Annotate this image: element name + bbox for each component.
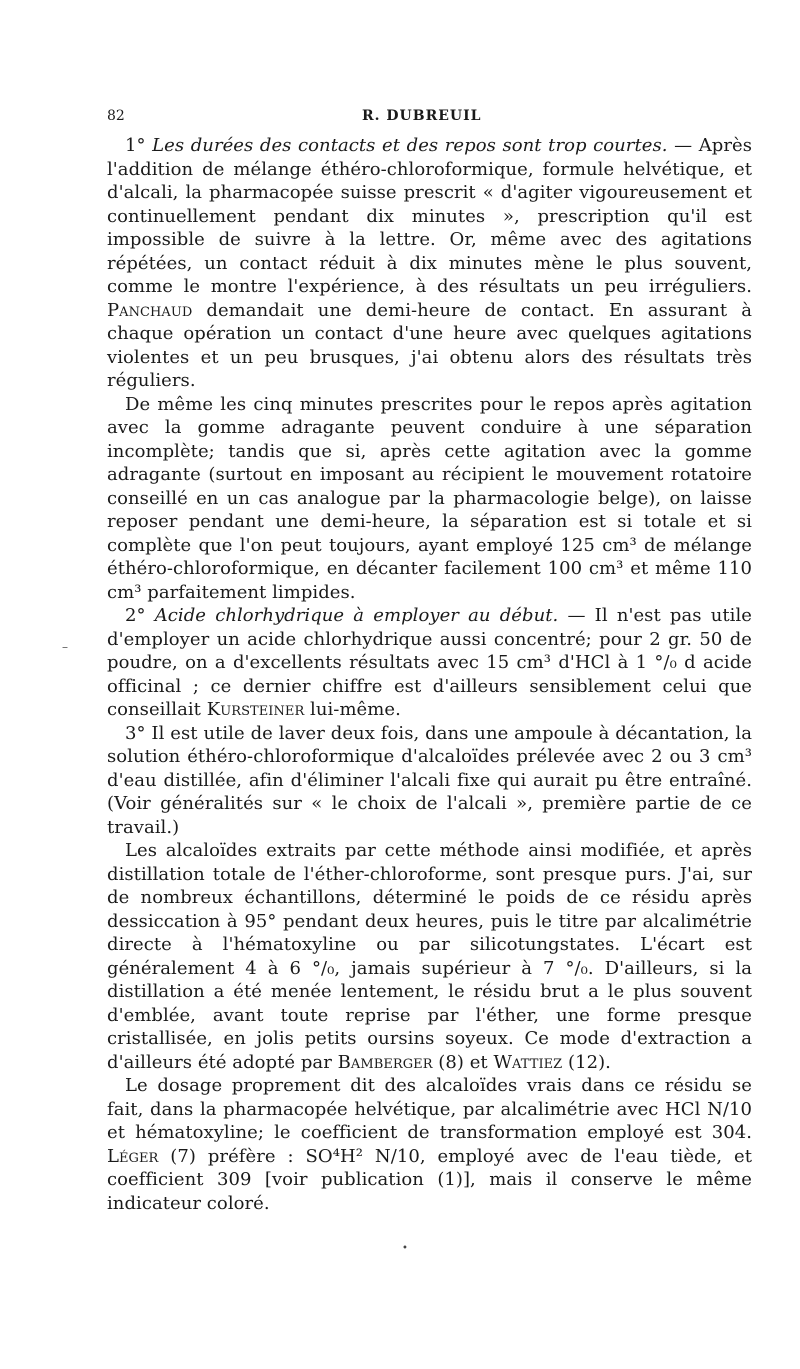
body-text bbox=[107, 134, 752, 1215]
paragraph-5: Les alcaloïdes extraits par cette méthode ainsi modifiée, et après distillation totale de l'éther-chloroforme, sont presque purs. J'ai, sur de nombreux échantillons, déterminé le poids de ce résidu après dessiccation à 95° pendant deux heures, puis le titre par alcalimétrie directe à l'hématoxyline ou par silicotungstates. L'écart est généralement 4 à 6 °/₀, jamais supérieur à 7 °/₀. D'ailleurs, si la distillation a été menée lentement, le résidu brut a le plus souvent d'emblée, avant toute reprise par l'éther, une forme presque cristallisée, en jolis petits oursins soyeux. Ce mode d'extraction a d'ailleurs été adopté par Bamberger (8) et Wattiez (12). bbox=[107, 840, 752, 1073]
author-name: Wattiez bbox=[493, 1051, 563, 1073]
item-number: 1° bbox=[125, 135, 146, 156]
paragraph-2: De même les cinq minutes prescrites pour le repos après agitation avec la gomme adragante peuvent conduire à une séparation incomplète; tandis que si, après cette agitation avec la gomme adragante (surtout en imposant au récipient le mouvement rotatoire conseillé en un cas analogue par la pharmacologie belge), on laisse reposer pendant une demi-heure, la séparation est si totale et si complète que l'on peut toujours, ayant employé 125 cm³ de mélange éthéro-chloroformique, en décanter facilement 100 cm³ et même 110 cm³ parfaitement limpides. bbox=[107, 393, 752, 603]
section-heading: Les durées des contacts et des repos sont trop courtes. bbox=[152, 135, 668, 156]
page-header bbox=[107, 108, 752, 134]
author-name: Kursteiner bbox=[206, 699, 305, 720]
item-number: 2° bbox=[125, 605, 146, 626]
page-number: 82 bbox=[107, 108, 125, 124]
author-name: Panchaud bbox=[107, 299, 193, 321]
document-page bbox=[107, 108, 752, 1215]
author-name: Bamberger bbox=[337, 1051, 433, 1073]
paragraph-6: Le dosage proprement dit des alcaloïdes vrais dans ce résidu se fait, dans la pharmacopée helvétique, par alcalimétrie avec HCl N/10 et hématoxyline; le coefficient de transformation employé est 304. Léger (7) préfère : SO⁴H² N/10, employé avec de l'eau tiède, et coefficient 309 [voir publication (1)], mais il conserve le même indicateur coloré. bbox=[107, 1075, 752, 1214]
section-heading: Acide chlorhydrique à employer au début. bbox=[154, 605, 559, 626]
running-head: R. DUBREUIL bbox=[362, 108, 482, 124]
author-name: Léger bbox=[107, 1145, 159, 1167]
paragraph-1: 1° Les durées des contacts et des repos sont trop courtes. — Après l'addition de mélange éthéro-chloroformique, formule helvétique, et d'alcali, la pharmacopée suisse prescrit « d'agiter vigoureusement et continuellement pendant dix minutes », prescription qu'il est impossible de suivre à la lettre. Or, même avec des agitations répétées, un contact réduit à dix minutes mène le plus souvent, comme le montre l'expérience, à des résultats un peu irréguliers. Panchaud demandait une demi-heure de contact. En assurant à chaque opération un contact d'une heure avec quelques agitations violentes et un peu brusques, j'ai obtenu alors des résultats très réguliers. bbox=[107, 135, 753, 391]
margin-dash-mark: – bbox=[62, 640, 68, 654]
paragraph-4: 3° Il est utile de laver deux fois, dans une ampoule à décantation, la solution éthéro-chloroformique d'alcaloïdes prélevée avec 2 ou 3 cm³ d'eau distillée, afin d'éliminer l'alcali fixe qui aurait pu être entraîné. (Voir généralités sur « le choix de l'alcali », première partie de ce travail.) bbox=[107, 722, 752, 838]
paragraph-3: 2° Acide chlorhydrique à employer au début. — Il n'est pas utile d'employer un acide chlorhydrique aussi concentré; pour 2 gr. 50 de poudre, on a d'excellents résultats avec 15 cm³ d'HCl à 1 °/₀ d acide officinal ; ce dernier chiffre est d'ailleurs sensiblement celui que conseillait Kursteiner lui-même. bbox=[107, 605, 752, 720]
footer-dot-mark: • bbox=[402, 1243, 408, 1254]
